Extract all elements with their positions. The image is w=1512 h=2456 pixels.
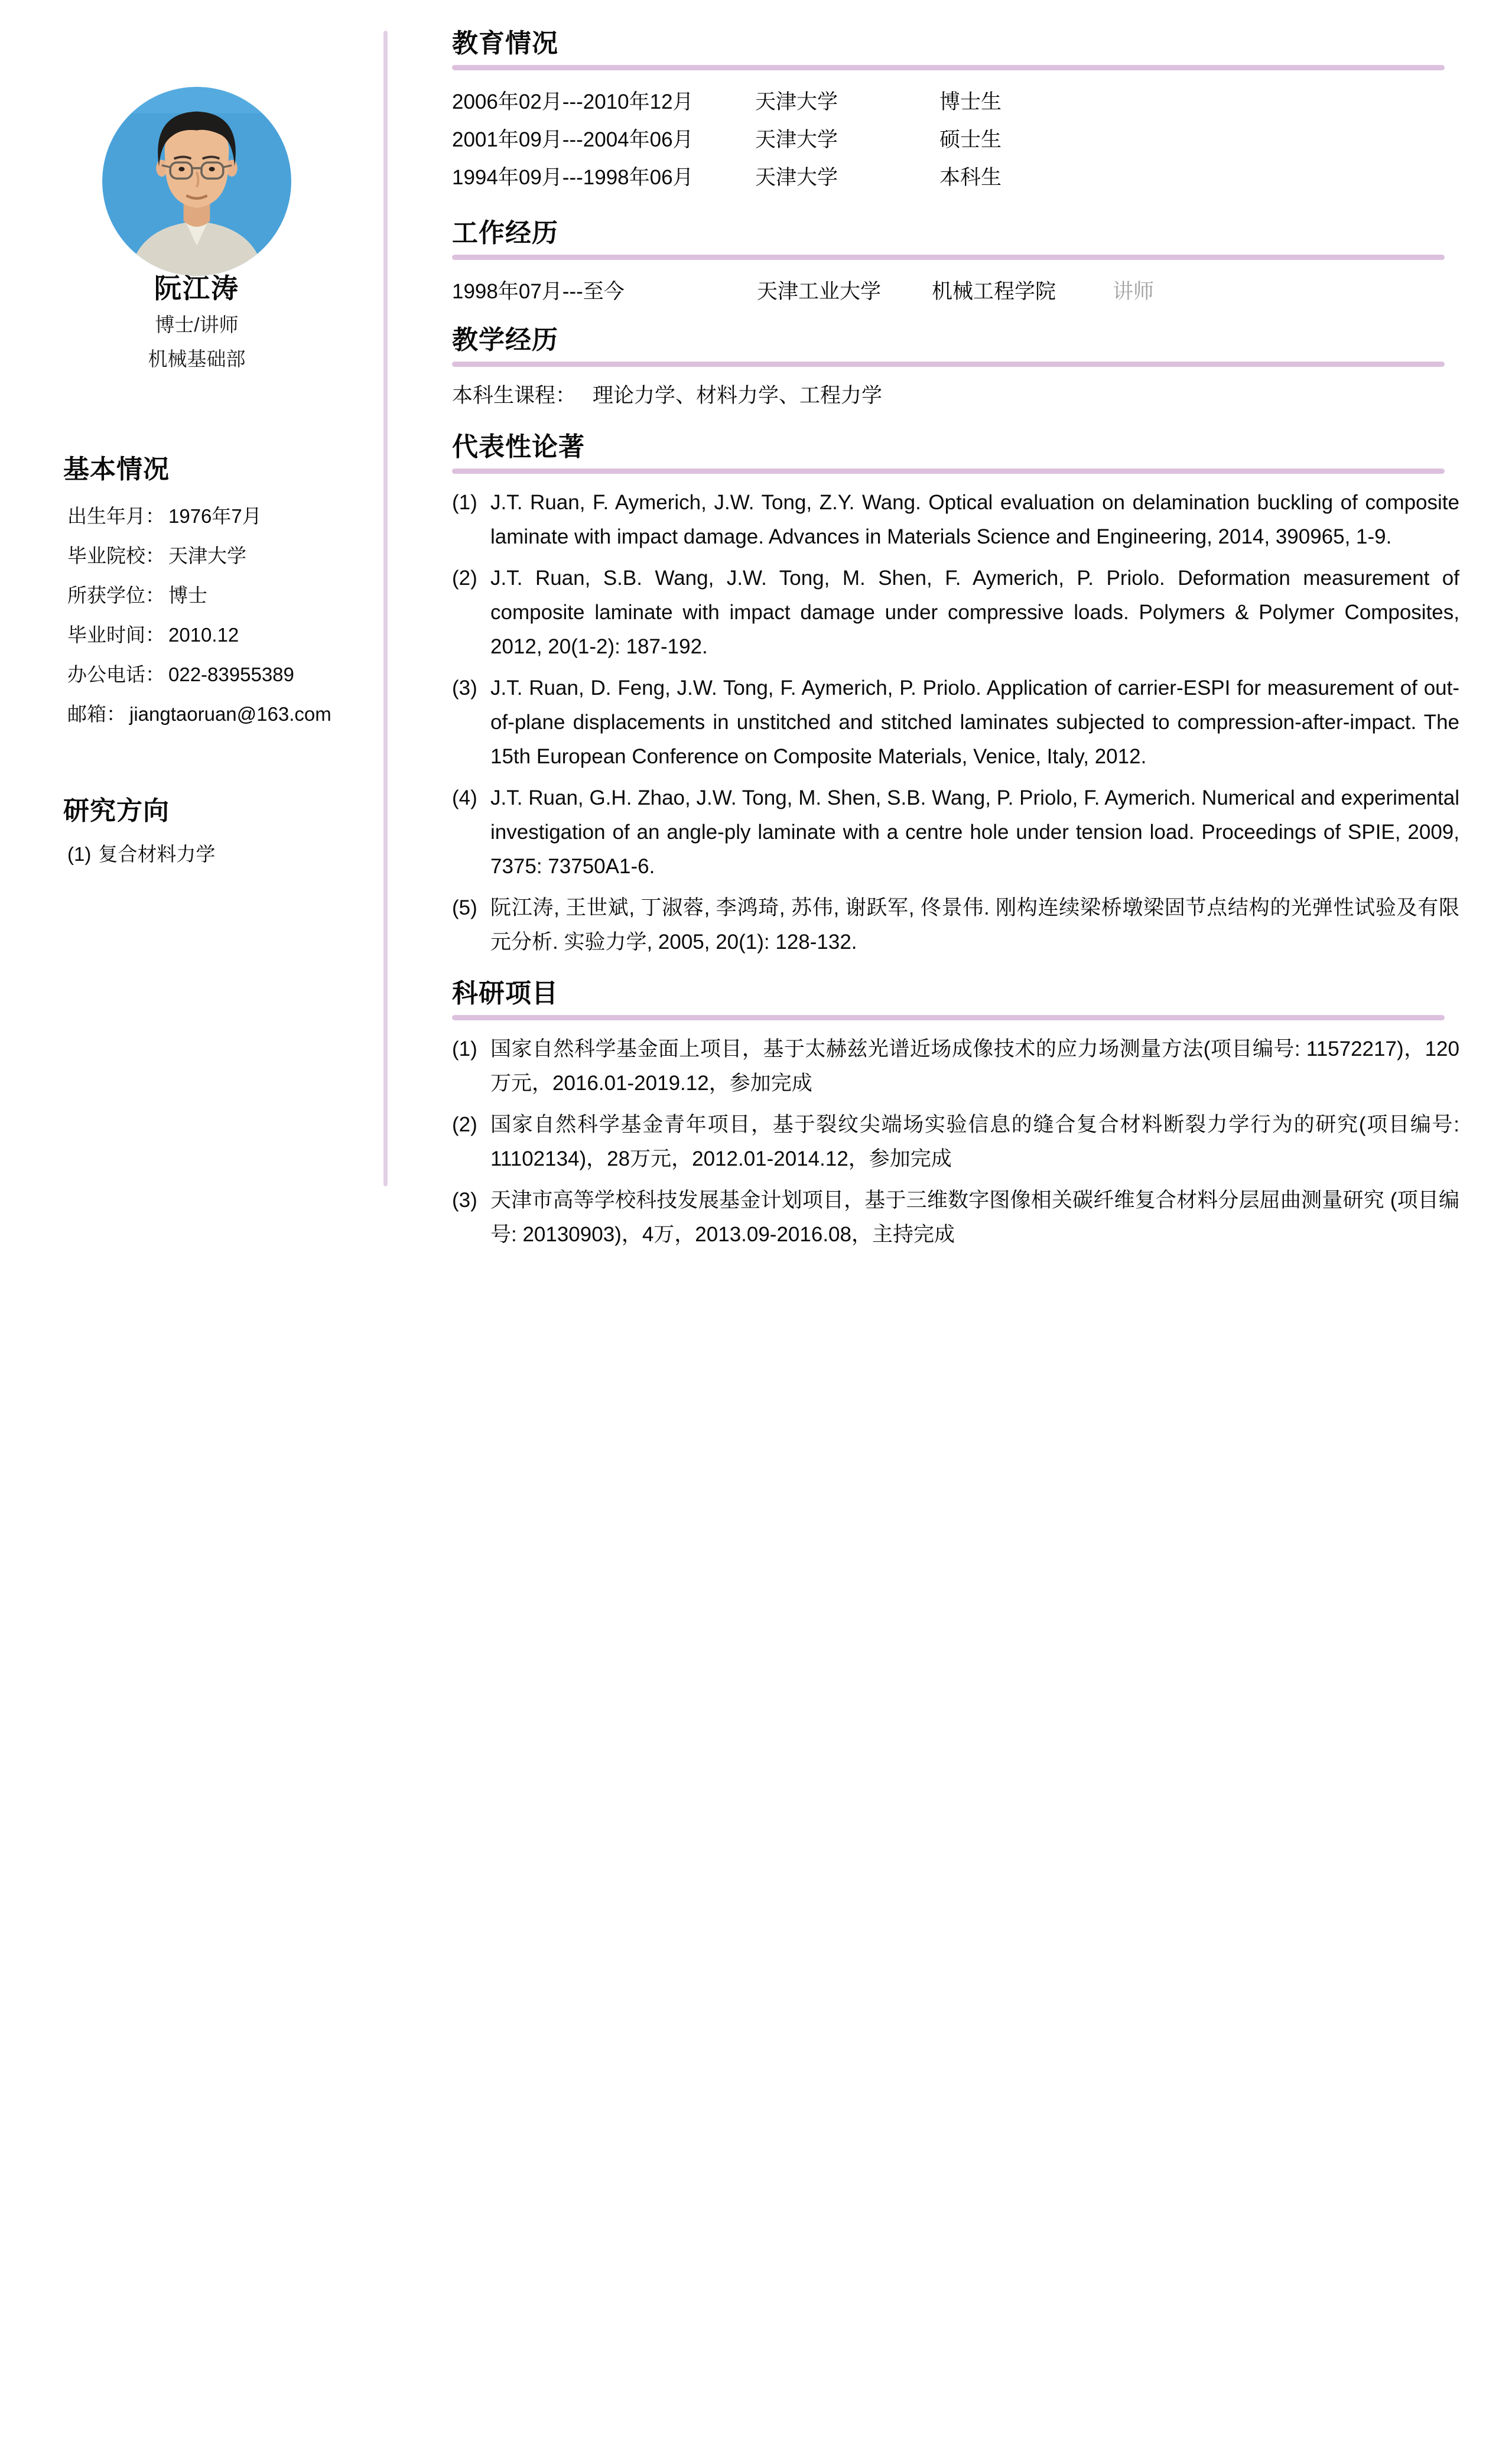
basic-info-heading: 基本情况	[63, 455, 170, 484]
person-degree-title: 博士/讲师	[155, 314, 239, 336]
section-rule	[452, 362, 1445, 367]
publication-item	[452, 671, 1459, 774]
sidebar	[0, 0, 394, 1241]
edu-degree: 本科生	[939, 166, 1002, 189]
project-item	[452, 1032, 1459, 1101]
publication-text: J.T. Ruan, G.H. Zhao, J.W. Tong, M. Shen, S.B. Wang, P. Priolo, F. Aymerich. Numerical and experimental investigation of an angle-ply laminate with a centre hole under tension load. Proceedings of SPIE, 2009, 7375: 73750A1-6.	[490, 786, 1459, 878]
edu-period: 2001年09月---2004年06月	[452, 128, 694, 151]
education-heading: 教育情况	[452, 29, 558, 58]
info-value: jiangtaoruan@163.com	[129, 703, 331, 725]
education-rows	[452, 83, 1459, 197]
education-row	[452, 83, 1459, 121]
project-text: 天津市高等学校科技发展基金计划项目，基于三维数字图像相关碳纤维复合材料分层屈曲测量研究 (项目编号: 20130903)，4万，2013.09-2016.08，主持完成	[490, 1189, 1459, 1246]
education-row	[452, 121, 1459, 159]
item-marker: (5)	[452, 896, 477, 919]
project-item	[452, 1183, 1459, 1252]
section-teaching	[452, 326, 1459, 409]
section-rule	[452, 1015, 1445, 1020]
edu-period: 2006年02月---2010年12月	[452, 90, 694, 113]
publication-text: J.T. Ruan, F. Aymerich, J.W. Tong, Z.Y. Wang. Optical evaluation on delamination buckling of composite laminate with impact damage. Advances in Materials Science and Engineering, 2014, 390965, 1-9.	[490, 491, 1459, 548]
edu-school: 天津大学	[755, 90, 838, 113]
section-education	[452, 30, 1459, 197]
info-label: 办公电话：	[67, 663, 165, 685]
person-name: 阮江涛	[154, 273, 239, 304]
project-list	[452, 1032, 1459, 1252]
section-rule	[452, 469, 1445, 474]
work-title: 讲师	[1113, 280, 1155, 303]
publication-text: J.T. Ruan, S.B. Wang, J.W. Tong, M. Shen, F. Aymerich, P. Priolo. Deformation measurement of composite laminate with impact damage under compressive loads. Polymers & Polymer Composites, 2012, 20(1-2): 187-192.	[490, 567, 1459, 658]
work-period: 1998年07月---至今	[452, 280, 625, 303]
publication-item	[452, 891, 1459, 959]
publications-heading: 代表性论著	[452, 432, 585, 461]
info-row-graduation	[67, 622, 386, 662]
section-rule	[452, 65, 1445, 70]
basic-info-list	[67, 503, 386, 741]
info-value: 1976年7月	[168, 505, 262, 527]
item-marker: (3)	[452, 676, 477, 700]
info-label: 所获学位：	[67, 584, 165, 606]
education-row	[452, 159, 1459, 197]
edu-school: 天津大学	[755, 128, 838, 151]
person-department: 机械基础部	[148, 348, 246, 370]
info-value: 天津大学	[168, 545, 246, 567]
portrait-illustration	[102, 87, 291, 276]
vertical-divider	[383, 31, 388, 1186]
teaching-heading: 教学经历	[452, 326, 558, 354]
project-text: 国家自然科学基金面上项目，基于太赫兹光谱近场成像技术的应力场测量方法(项目编号: 11572217)，120万元，2016.01-2019.12，参加完成	[490, 1037, 1459, 1095]
publication-text: J.T. Ruan, D. Feng, J.W. Tong, F. Aymerich, P. Priolo. Application of carrier-ESPI for measurement of out-of-plane displacements in unstitched and stitched laminates subjected to compression-after-impact. The 15th European Conference on Composite Materials, Venice, Italy, 2012.	[490, 676, 1459, 768]
main-content	[452, 30, 1459, 1259]
publication-item	[452, 561, 1459, 664]
publication-text: 阮江涛, 王世斌, 丁淑蓉, 李鸿琦, 苏伟, 谢跃军, 佟景伟. 刚构连续梁桥墩梁固节点结构的光弹性试验及有限元分析. 实验力学, 2005, 20(1): 128-132.	[490, 896, 1459, 954]
project-item	[452, 1108, 1459, 1176]
work-dept: 机械工程学院	[932, 280, 1056, 303]
edu-period: 1994年09月---1998年06月	[452, 166, 694, 189]
info-label: 毕业时间：	[67, 624, 165, 646]
item-marker: (2)	[452, 1113, 477, 1136]
info-label: 出生年月：	[67, 505, 165, 527]
work-row	[452, 273, 1459, 311]
info-row-degree	[67, 583, 386, 622]
edu-degree: 硕士生	[939, 128, 1002, 151]
section-rule	[452, 255, 1445, 260]
publication-item	[452, 781, 1459, 884]
item-marker: (2)	[452, 567, 477, 590]
research-direction-heading: 研究方向	[63, 796, 170, 825]
item-marker: (1)	[67, 843, 92, 865]
item-marker: (1)	[452, 1037, 477, 1061]
info-value: 博士	[168, 584, 207, 606]
publication-item	[452, 486, 1459, 554]
info-row-birth	[67, 503, 386, 543]
info-value: 022-83955389	[168, 663, 294, 685]
info-row-email	[67, 701, 386, 741]
info-label: 毕业院校：	[67, 545, 165, 567]
course-label: 本科生课程：	[452, 384, 577, 407]
publication-list	[452, 486, 1459, 959]
edu-school: 天津大学	[755, 166, 838, 189]
project-text: 国家自然科学基金青年项目，基于裂纹尖端场实验信息的缝合复合材料断裂力学行为的研究(项目编号: 11102134)，28万元，2012.01-2014.12，参加完成	[490, 1113, 1459, 1170]
info-label: 邮箱：	[67, 703, 126, 725]
section-work	[452, 219, 1459, 311]
info-row-school	[67, 543, 386, 583]
info-value: 2010.12	[168, 624, 239, 646]
work-org: 天津工业大学	[757, 280, 882, 303]
course-line	[452, 382, 1459, 409]
section-publications	[452, 433, 1459, 959]
course-list: 理论力学、材料力学、工程力学	[593, 384, 883, 407]
edu-degree: 博士生	[939, 90, 1002, 113]
research-direction-item	[67, 841, 215, 867]
item-marker: (3)	[452, 1189, 477, 1212]
section-projects	[452, 980, 1459, 1252]
work-heading: 工作经历	[452, 219, 558, 248]
item-marker: (1)	[452, 491, 477, 514]
item-text: 复合材料力学	[98, 843, 216, 865]
profile-photo	[102, 87, 291, 276]
projects-heading: 科研项目	[452, 979, 558, 1008]
item-marker: (4)	[452, 786, 477, 809]
info-row-phone	[67, 662, 386, 701]
